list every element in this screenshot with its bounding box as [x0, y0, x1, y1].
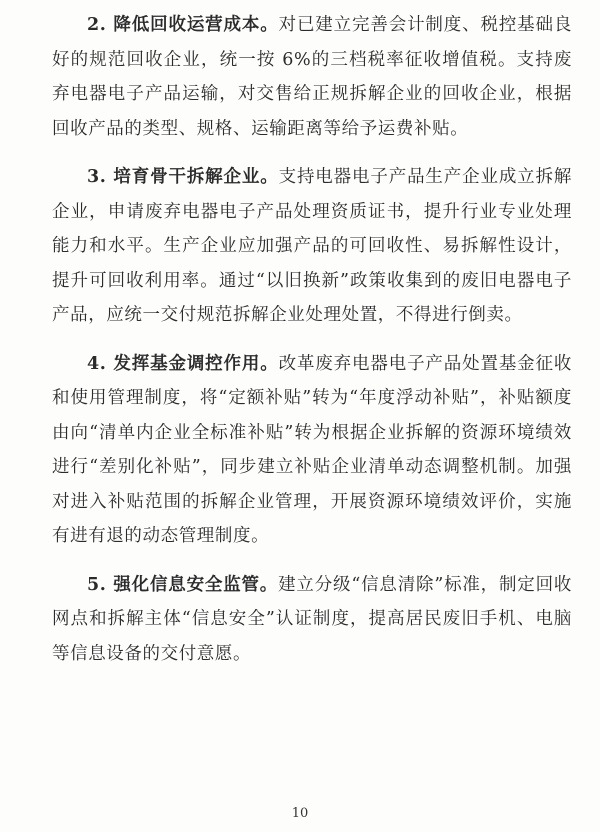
- document-body: [52, 8, 572, 685]
- paragraph-fund-regulation: [52, 347, 572, 554]
- paragraph-text: 改革废弃电器电子产品处置基金征收和使用管理制度，将“定额补贴”转为“年度浮动补贴”，补贴额度由向“清单内企业全标准补贴”转为根据企业拆解的资源环境绩效进行“差别化补贴”，同步建立补贴企业清单动态调整机制。加强对进入补贴范围的拆解企业管理，开展资源环境绩效评价，实施有进有退的动态管理制度。: [52, 353, 572, 546]
- paragraph-reduce-recycling-costs: [52, 8, 572, 146]
- paragraph-text: 对已建立完善会计制度、税控基础良好的规范回收企业，统一按 6%的三档税率征收增值税。支持废弃电器电子产品运输，对交售给正规拆解企业的回收企业，根据回收产品的类型、规格、运输距离等给予运费补贴。: [52, 15, 572, 139]
- page-number: 10: [291, 806, 309, 821]
- paragraph-information-security: [52, 568, 572, 672]
- paragraph-heading: 3. 培育骨干拆解企业。: [87, 167, 279, 187]
- paragraph-text: 支持电器电子产品生产企业成立拆解企业，申请废弃电器电子产品处理资质证书，提升行业专业处理能力和水平。生产企业应加强产品的可回收性、易拆解性设计，提升可回收利用率。通过“以旧换新”政策收集到的废旧电器电子产品，应统一交付规范拆解企业处理处置，不得进行倒卖。: [52, 167, 572, 325]
- paragraph-heading: 4. 发挥基金调控作用。: [87, 353, 279, 374]
- paragraph-heading: 2. 降低回收运营成本。: [87, 15, 279, 35]
- paragraph-cultivate-dismantling-enterprises: [52, 160, 572, 333]
- paragraph-text: 建立分级“信息清除”标准，制定回收网点和拆解主体“信息安全”认证制度，提高居民废旧手机、电脑等信息设备的交付意愿。: [52, 574, 573, 664]
- paragraph-heading: 5. 强化信息安全监管。: [87, 574, 279, 595]
